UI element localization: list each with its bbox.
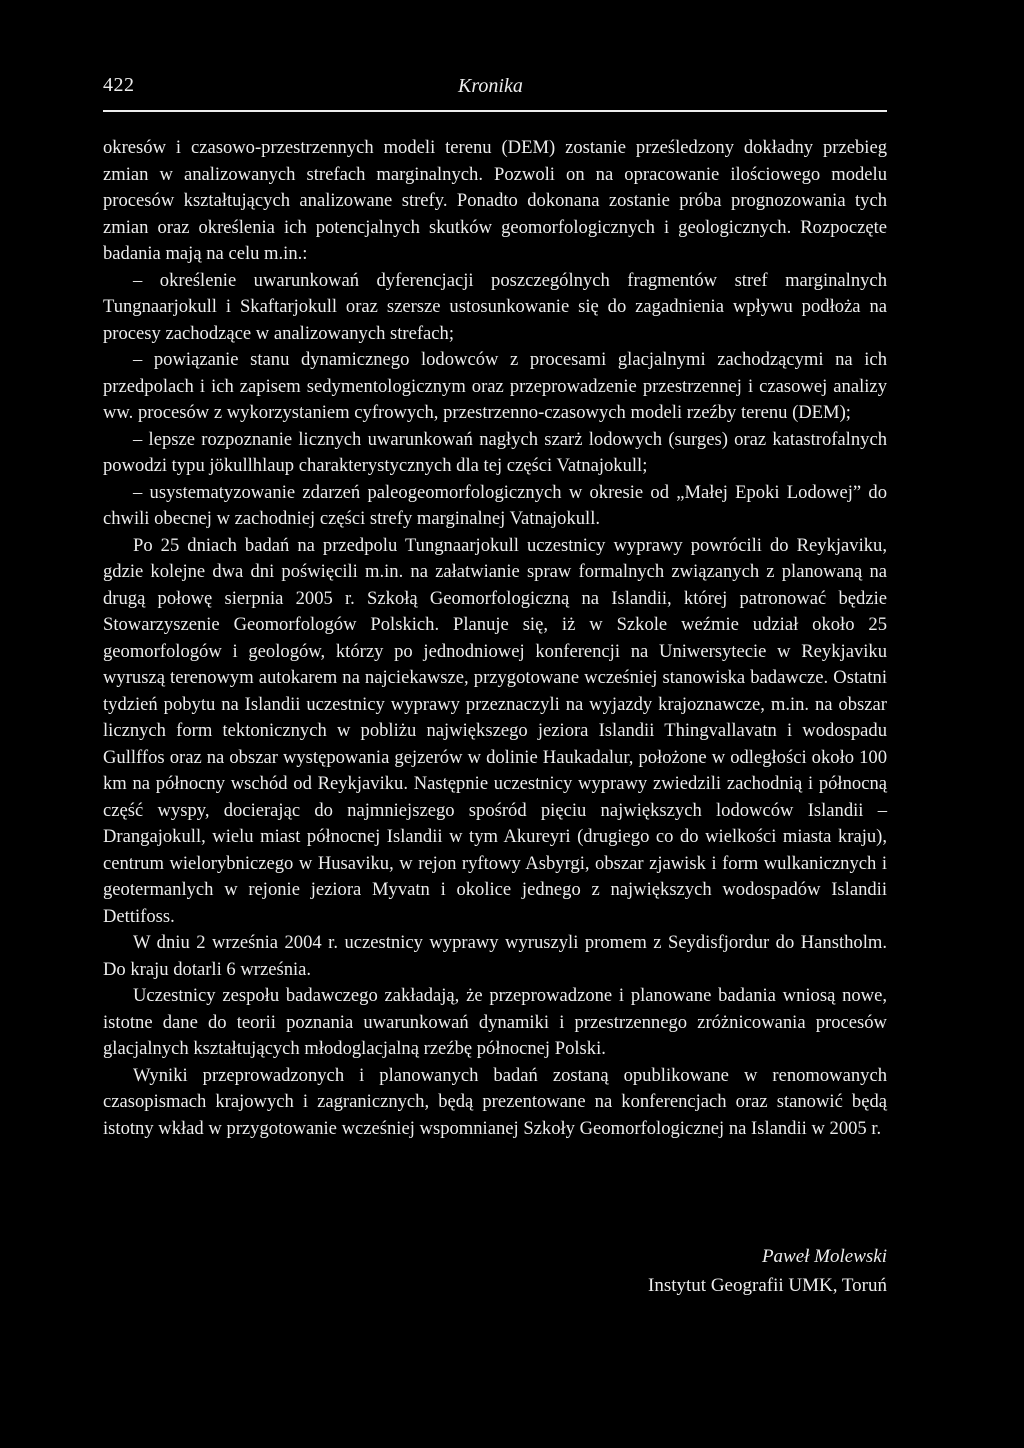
header-rule: [103, 110, 887, 112]
paragraph-continuation: okresów i czasowo-przestrzennych modeli terenu (DEM) zostanie prześledzony dokładny przebieg zmian w analizowanych strefach marginalnych. Pozwoli on na opracowanie ilościowego modelu procesów kształtujących analizowane strefy. Ponadto dokonana zostanie próba prognozowania tych zmian oraz określenia ich potencjalnych skutków geomorfologicznych i geologicznych. Rozpoczęte badania mają na celu m.in.:: [103, 137, 887, 264]
list-item: – powiązanie stanu dynamicznego lodowców z procesami glacjalnymi zachodzącymi na ich przedpolach i ich zapisem sedymentologicznym oraz przeprowadzenie przestrzennej i czasowej analizy ww. procesów z wykorzystaniem cyfrowych, przestrzenno-czasowych modeli rzeźby terenu (DEM);: [103, 349, 887, 423]
body-text: [103, 135, 887, 1142]
signature-block: [648, 1242, 887, 1300]
page-header: [103, 74, 887, 104]
paragraph: Uczestnicy zespołu badawczego zakładają, że przeprowadzone i planowane badania wniosą nowe, istotne dane do teorii poznania uwarunkowań dynamiki i przestrzennego zróżnicowania procesów glacjalnych kształtujących młodoglacjalną rzeźbę północnej Polski.: [103, 985, 887, 1059]
list-item: – określenie uwarunkowań dyferencjacji poszczególnych fragmentów stref marginalnych Tungnaarjokull i Skaftarjokull oraz szersze ustosunkowanie się do zagadnienia wpływu podłoża na procesy zachodzące w analizowanych strefach;: [103, 269, 887, 344]
running-title: Kronika: [458, 75, 523, 97]
author-institution: Instytut Geografii UMK, Toruń: [648, 1275, 887, 1296]
paragraph: Po 25 dniach badań na przedpolu Tungnaarjokull uczestnicy wyprawy powrócili do Reykjaviku, gdzie kolejne dwa dni poświęcili m.in. na załatwianie spraw formalnych związanych z planowaną na drugą połowę sierpnia 2005 r. Szkołą Geomorfologiczną na Islandii, której patronować będzie Stowarzyszenie Geomorfologów Polskich. Planuje się, iż w Szkole weźmie udział około 25 geomorfologów i geologów, którzy po jednodniowej konferencji na Uniwersytecie w Reykjaviku wyruszą terenowym autokarem na najciekawsze, przygotowane wcześniej stanowiska badawcze. Ostatni tydzień pobytu na Islandii uczestnicy wyprawy przeznaczyli na wyjazdy krajoznawcze, m.in. na obszar licznych form tektonicznych w pobliżu największego jeziora Islandii Thingvallavatn i wodospadu Gullffos oraz na obszar występowania gejzerów w dolinie Haukadalur, położone w odległości około 100 km na północny wschód od Reykjaviku. Następnie uczestnicy wyprawy zwiedzili zachodnią i północną część wyspy, docierając do najmniejszego spośród pięciu największych lodowców Islandii – Drangajokull, wielu miast północnej Islandii w tym Akureyri (drugiego co do wielkości miasta kraju), centrum wielorybniczego w Husaviku, w rejon ryftowy Asbyrgi, obszar zjawisk i form wulkanicznych i geotermanlych w rejonie jeziora Myvatn i okolice jednego z największych wodospadów Islandii Dettifoss.: [103, 534, 887, 927]
paragraph: W dniu 2 września 2004 r. uczestnicy wyprawy wyruszyli promem z Seydisfjordur do Hanstholm. Do kraju dotarli 6 września.: [103, 932, 887, 980]
paragraph: Wyniki przeprowadzonych i planowanych badań zostaną opublikowane w renomowanych czasopismach krajowych i zagranicznych, będą prezentowane na konferencjach oraz stanowić będą istotny wkład w przygotowanie wcześniej wspomnianej Szkoły Geomorfologicznej na Islandii w 2005 r.: [103, 1064, 887, 1139]
page-number: 422: [103, 74, 135, 96]
author-name: Paweł Molewski: [761, 1246, 887, 1267]
list-item: – lepsze rozpoznanie licznych uwarunkowań nagłych szarż lodowych (surges) oraz katastrofalnych powodzi typu jökullhlaup charakterystycznych dla tej części Vatnajokull;: [103, 428, 887, 476]
list-item: – usystematyzowanie zdarzeń paleogeomorfologicznych w okresie od „Małej Epoki Lodowej” do chwili obecnej w zachodniej części strefy marginalnej Vatnajokull.: [103, 481, 887, 529]
